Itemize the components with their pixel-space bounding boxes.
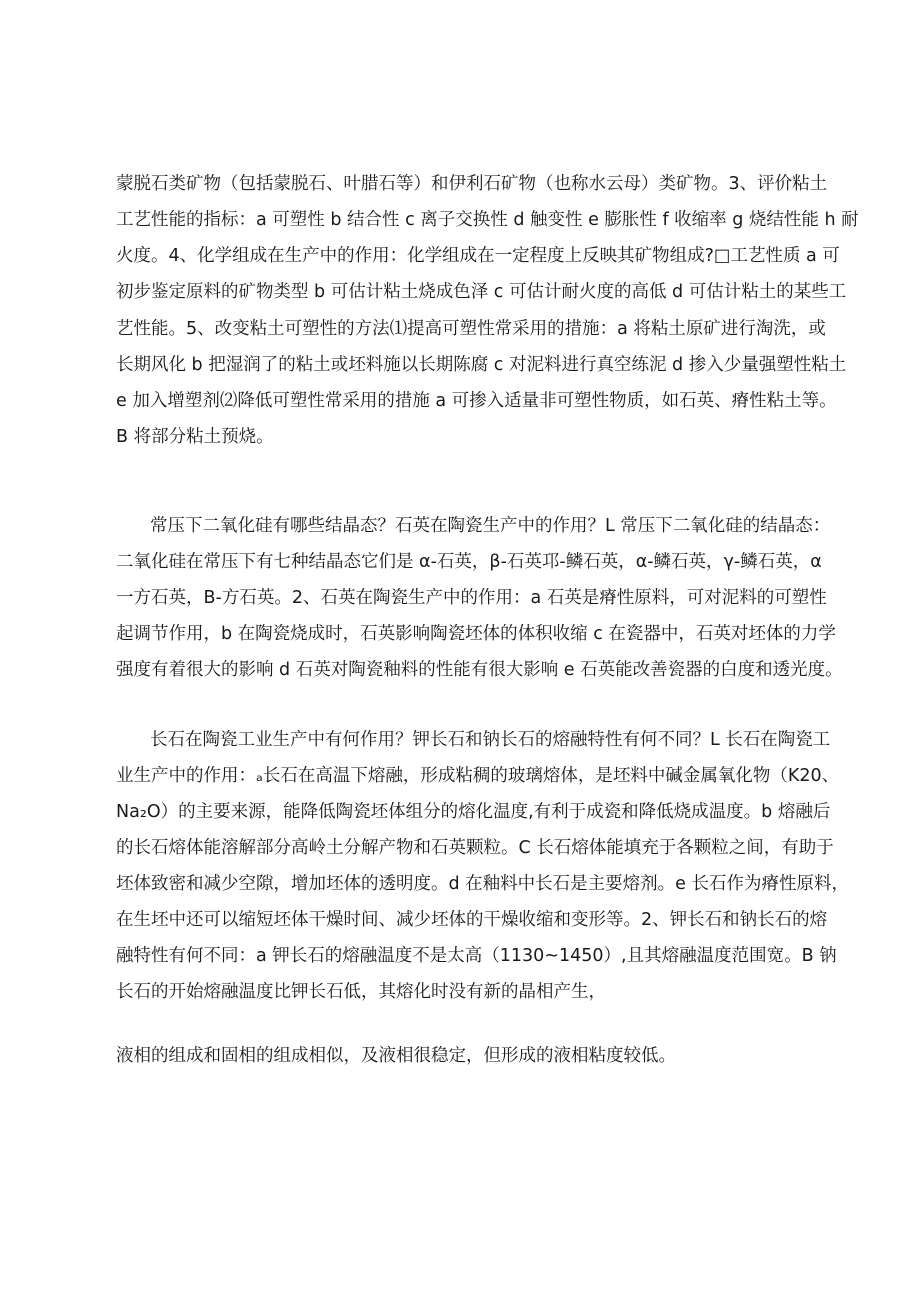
text-line: 长石在陶瓷工业生产中有何作用？钾长石和钠长石的熔融特性有何不同？L 长石在陶瓷工	[150, 730, 831, 750]
text-line: B 将部分粘土预烧。	[116, 427, 274, 447]
text-line: 坯体致密和减少空隙，增加坯体的透明度。d 在釉料中长石是主要熔剂。e 长石作为瘠性原料，	[116, 874, 849, 894]
text-line: 融特性有何不同：a 钾长石的熔融温度不是太高（1130~1450）,且其熔融温度范围宽。B 钠	[116, 946, 837, 966]
text-line: 初步鉴定原料的矿物类型 b 可估计粘土烧成色泽 c 可估计耐火度的高低 d 可估计粘土的某些工	[116, 282, 847, 302]
text-line: 艺性能。5、改变粘土可塑性的方法⑴提高可塑性常采用的措施：a 将粘土原矿进行淘洗，或	[116, 319, 826, 339]
text-line: 强度有着很大的影响 d 石英对陶瓷釉料的性能有很大影响 e 石英能改善瓷器的白度和透光度。	[116, 660, 843, 680]
text-line: 在生坯中还可以缩短坯体干燥时间、减少坯体的干燥收缩和变形等。2、钾长石和钠长石的熔	[116, 910, 828, 930]
text-line: 起调节作用，b 在陶瓷烧成时，石英影响陶瓷坯体的体积收缩 c 在瓷器中，石英对坯体的力学	[116, 624, 836, 644]
text-line: 火度。4、化学组成在生产中的作用：化学组成在一定程度上反映其矿物组成?□工艺性质 a 可	[116, 246, 840, 266]
text-line: e 加入增塑剂⑵降低可塑性常采用的措施 a 可掺入适量非可塑性物质，如石英、瘠性粘土等。	[116, 391, 837, 411]
text-line: 业生产中的作用：ₐ长石在高温下熔融，形成粘稠的玻璃熔体，是坯料中碱金属氧化物（K20、	[116, 766, 840, 786]
text-line: 长石的开始熔融温度比钾长石低，其熔化时没有新的晶相产生，	[116, 982, 606, 1002]
text-line: 长期风化 b 把湿润了的粘土或坯料施以长期陈腐 c 对泥料进行真空练泥 d 掺入少量强塑性粘土	[116, 355, 847, 375]
text-line: 一方石英，B-方石英。2、石英在陶瓷生产中的作用：a 石英是瘠性原料，可对泥料的可塑性	[116, 588, 827, 608]
text-line: 工艺性能的指标：a 可塑性 b 结合性 c 离子交换性 d 触变性 e 膨胀性 f 收缩率 g 烧结性能 h 耐	[116, 210, 859, 230]
text-line: 二氧化硅在常压下有七种结晶态它们是 α-石英，β-石英邛-鳞石英，α-鳞石英，γ-鳞石英，α	[116, 552, 822, 572]
text-line: 液相的组成和固相的组成相似，及液相很稳定，但形成的液相粘度较低。	[116, 1046, 676, 1066]
text-line: 蒙脱石类矿物（包括蒙脱石、叶腊石等）和伊利石矿物（也称水云母）类矿物。3、评价粘土	[116, 174, 828, 194]
text-line: 常压下二氧化硅有哪些结晶态？石英在陶瓷生产中的作用？L 常压下二氧化硅的结晶态：	[150, 516, 831, 536]
text-line: 的长石熔体能溶解部分高岭土分解产物和石英颗粒。C 长石熔体能填充于各颗粒之间，有助于	[116, 838, 834, 858]
text-line: Na₂O）的主要来源，能降低陶瓷坯体组分的熔化温度,有利于成瓷和降低烧成温度。b 熔融后	[116, 802, 831, 822]
